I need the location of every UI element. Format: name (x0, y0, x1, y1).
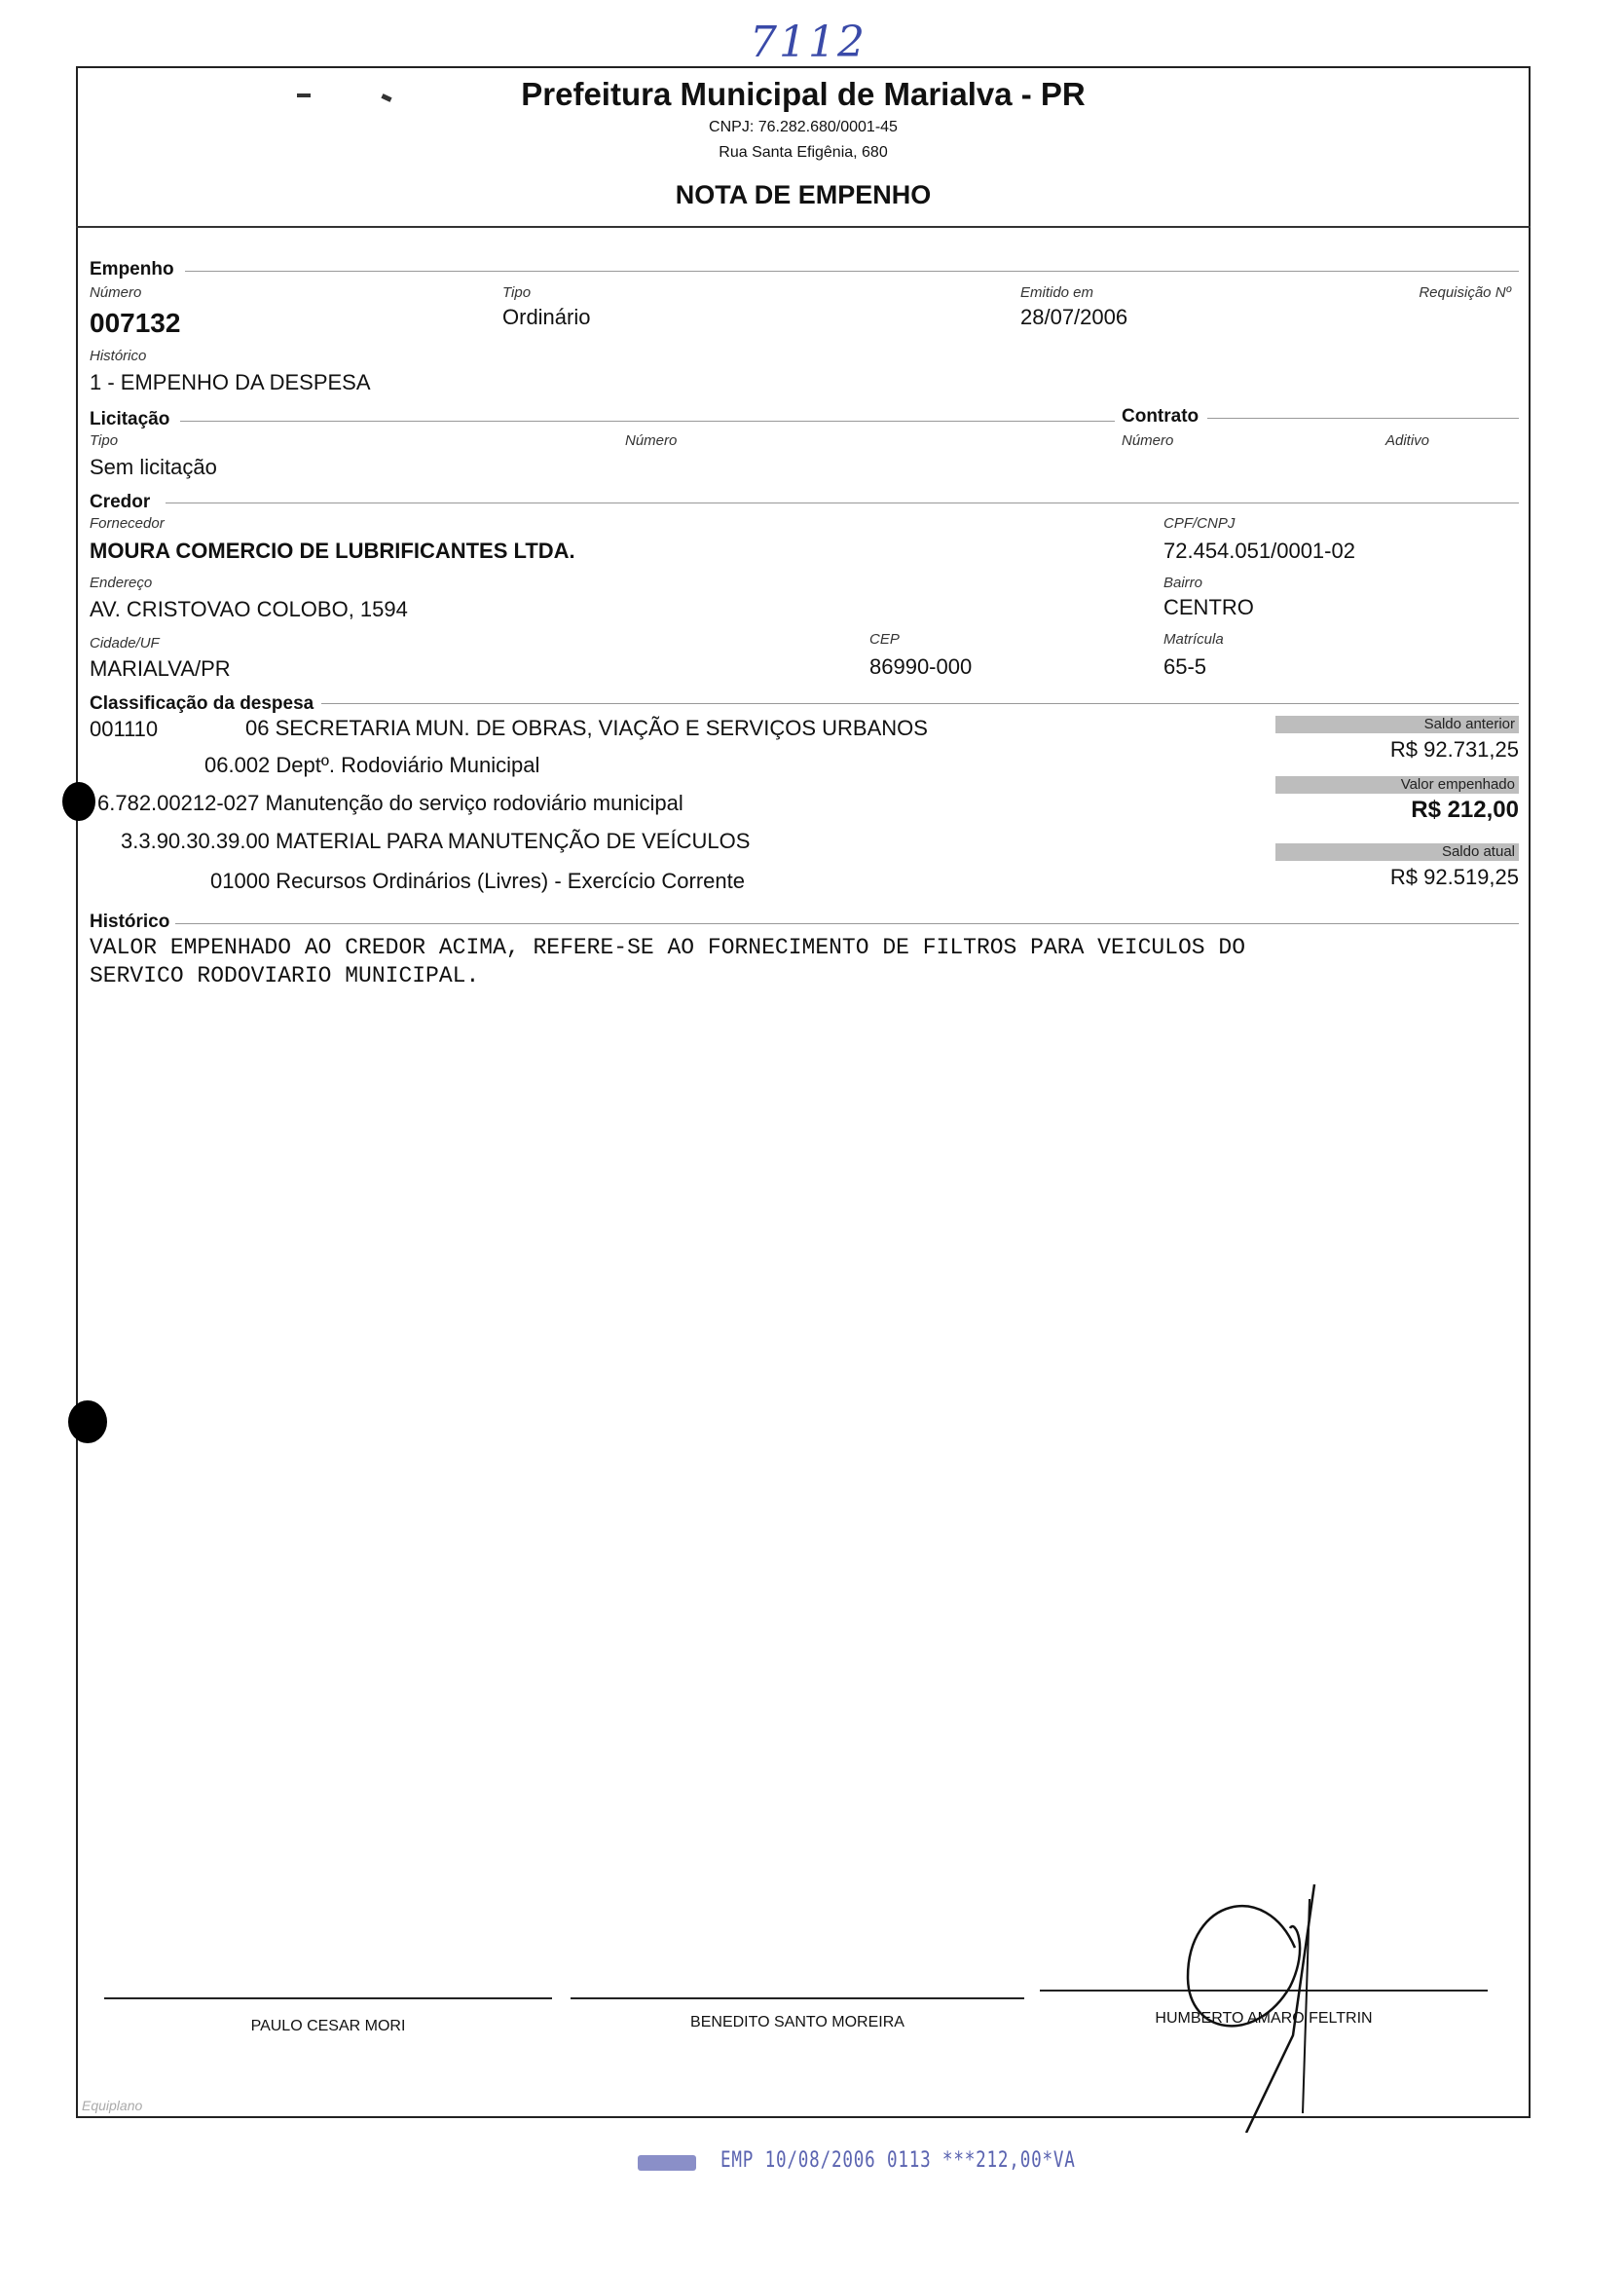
emitido-label: Emitido em (1020, 284, 1094, 301)
cep-label: CEP (869, 631, 900, 648)
historico-rule (175, 923, 1519, 924)
licitacao-tipo: Sem licitação (90, 455, 217, 479)
punch-hole (62, 782, 95, 821)
contrato-rule (1207, 418, 1519, 419)
empenho-numero-label: Número (90, 284, 142, 301)
signature-line-1 (104, 1997, 552, 1999)
endereco-label: Endereço (90, 575, 153, 591)
valor-empenhado-label: Valor empenhado (1275, 776, 1519, 794)
empenho-tipo-label: Tipo (502, 284, 532, 301)
bairro: CENTRO (1163, 595, 1254, 619)
signatory-1: PAULO CESAR MORI (250, 2018, 406, 2034)
empenho-section-label: Empenho (90, 259, 174, 279)
cpf-cnpj-label: CPF/CNPJ (1163, 515, 1236, 532)
credor-section-label: Credor (90, 492, 151, 512)
historico-section-label: Histórico (90, 912, 170, 932)
empenho-tipo: Ordinário (502, 305, 591, 329)
signature-line-2 (571, 1997, 1024, 1999)
saldo-atual-label: Saldo atual (1275, 843, 1519, 861)
handwritten-signature (1149, 1870, 1383, 2133)
licitacao-section-label: Licitação (90, 409, 170, 429)
classificacao-rule (321, 703, 1519, 704)
contrato-aditivo-label: Aditivo (1385, 432, 1430, 449)
signatory-2: BENEDITO SANTO MOREIRA (690, 2014, 904, 2030)
cidade: MARIALVA/PR (90, 656, 231, 681)
footer-brand: Equiplano (82, 2098, 143, 2113)
historico-text-line1: VALOR EMPENHADO AO CREDOR ACIMA, REFERE-SE AO FORNECIMENTO DE FILTROS PARA VEICULOS DO (90, 935, 1245, 960)
empenho-rule (185, 271, 1519, 272)
stamp-logo-mark (638, 2155, 696, 2171)
emitido-date: 28/07/2006 (1020, 305, 1128, 329)
address-text: Rua Santa Efigênia, 680 (719, 144, 888, 161)
cep: 86990-000 (869, 654, 973, 679)
licitacao-rule (180, 421, 1115, 422)
requisicao-label: Requisição Nº (1419, 284, 1511, 301)
fornecedor-label: Fornecedor (90, 515, 165, 532)
matricula-label: Matrícula (1163, 631, 1224, 648)
document-title: NOTA DE EMPENHO (675, 180, 932, 209)
saldo-anterior-label: Saldo anterior (1275, 716, 1519, 733)
fornecedor-name: MOURA COMERCIO DE LUBRIFICANTES LTDA. (90, 539, 575, 563)
handwritten-number: 7112 (750, 18, 867, 67)
matricula: 65-5 (1163, 654, 1207, 679)
empenho-historico: 1 - EMPENHO DA DESPESA (90, 370, 371, 394)
licitacao-tipo-label: Tipo (90, 432, 119, 449)
municipality-title: Prefeitura Municipal de Marialva - PR (521, 76, 1086, 112)
empenho-numero: 007132 (90, 308, 181, 338)
classificacao-elemento: 3.3.90.30.39.00 MATERIAL PARA MANUTENÇÃO DE VEÍCULOS (121, 829, 751, 853)
processing-stamp: EMP 10/08/2006 0113 ***212,00*VA (720, 2148, 1076, 2173)
cidade-label: Cidade/UF (90, 635, 160, 652)
classificacao-secretaria: 06 SECRETARIA MUN. DE OBRAS, VIAÇÃO E SERVIÇOS URBANOS (245, 716, 928, 740)
empenho-historico-label: Histórico (90, 348, 147, 364)
contrato-numero-label: Número (1122, 432, 1174, 449)
saldo-atual: R$ 92.519,25 (1389, 865, 1519, 889)
header-divider (76, 226, 1531, 228)
endereco: AV. CRISTOVAO COLOBO, 1594 (90, 597, 408, 621)
classificacao-recurso: 01000 Recursos Ordinários (Livres) - Exercício Corrente (210, 869, 745, 893)
licitacao-numero-label: Número (625, 432, 678, 449)
historico-text-line2: SERVICO RODOVIARIO MUNICIPAL. (90, 963, 480, 988)
bairro-label: Bairro (1163, 575, 1203, 591)
contrato-section-label: Contrato (1122, 406, 1200, 427)
valor-empenhado: R$ 212,00 (1411, 797, 1519, 823)
classificacao-departamento: 06.002 Deptº. Rodoviário Municipal (204, 753, 540, 777)
cpf-cnpj: 72.454.051/0001-02 (1163, 539, 1355, 563)
classificacao-section-label: Classificação da despesa (90, 693, 314, 714)
cnpj-text: CNPJ: 76.282.680/0001-45 (709, 119, 898, 135)
classificacao-programa: 6.782.00212-027 Manutenção do serviço rodoviário municipal (97, 791, 683, 815)
signatory-3: HUMBERTO AMARO FELTRIN (1155, 2010, 1373, 2027)
saldo-anterior: R$ 92.731,25 (1389, 737, 1519, 762)
classificacao-code: 001110 (90, 717, 159, 741)
punch-hole (68, 1400, 107, 1443)
